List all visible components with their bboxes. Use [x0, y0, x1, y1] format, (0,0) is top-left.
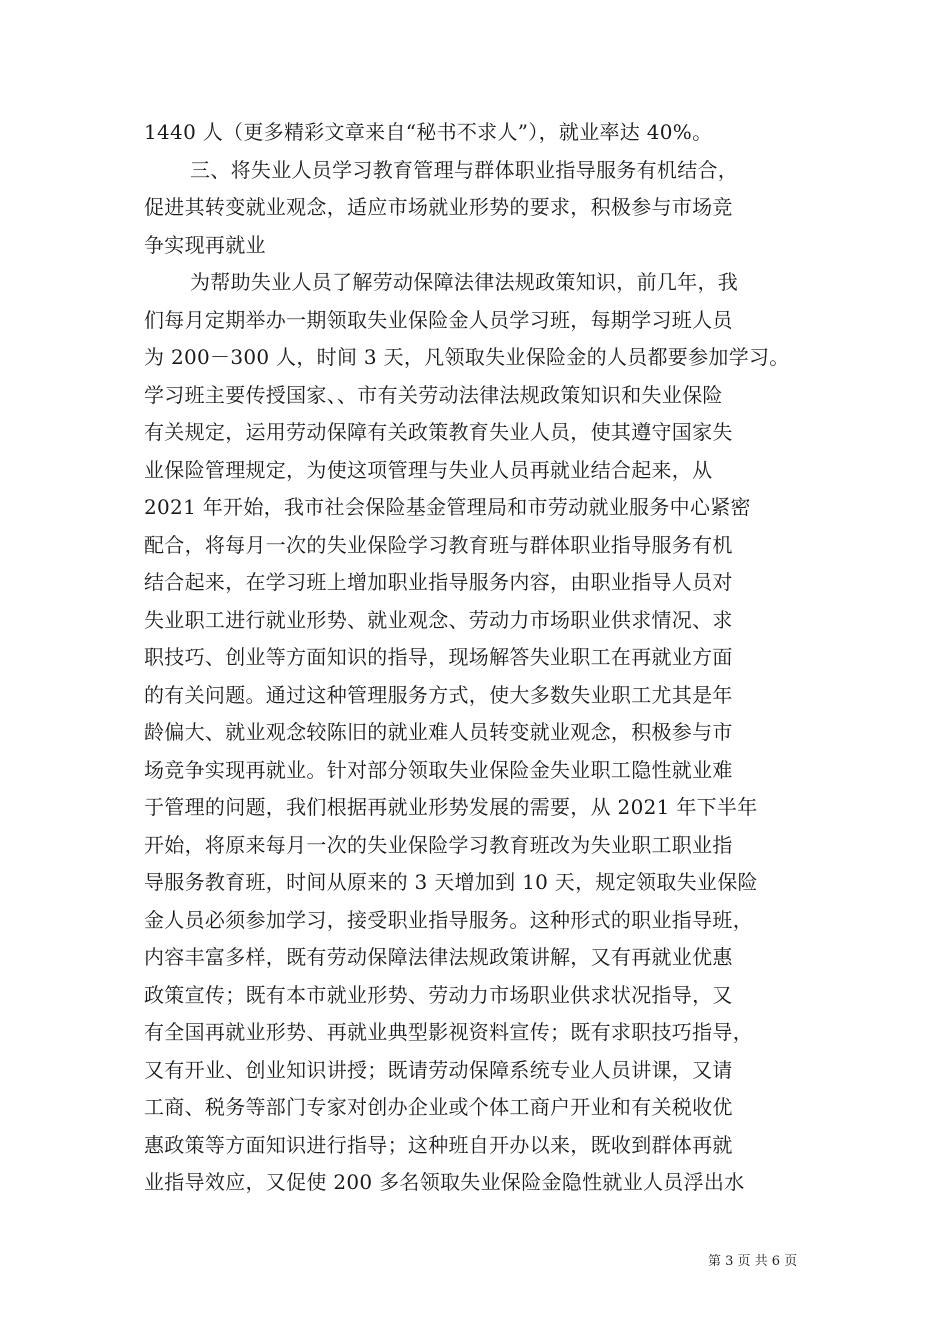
text-line: 业保险管理规定，为使这项管理与失业人员再就业结合起来，从	[144, 457, 713, 482]
text-line: 争实现再就业	[144, 232, 266, 257]
text-line: 龄偏大、就业观念较陈旧的就业难人员转变就业观念，积极参与市	[144, 720, 733, 744]
text-line: 失业职工进行就业形势、就业观念、劳动力市场职业供求情况、求	[144, 607, 733, 632]
text-line: 们每月定期举办一期领取失业保险金人员学习班，每期学习班人员	[144, 307, 733, 332]
text-line: 政策宣传；既有本市就业形势、劳动力市场职业供求状况指导，又	[144, 982, 733, 1007]
text-line: 三、将失业人员学习教育管理与群体职业指导服务有机结合，	[190, 157, 739, 182]
text-line: 为帮助失业人员了解劳动保障法律法规政策知识，前几年，我	[190, 270, 739, 294]
text-line: 场竞争实现再就业。针对部分领取失业保险金失业职工隐性就业难	[144, 757, 733, 782]
text-line: 结合起来，在学习班上增加职业指导服务内容，由职业指导人员对	[144, 570, 733, 594]
text-line: 惠政策等方面知识进行指导；这种班自开办以来，既收到群体再就	[144, 1132, 733, 1157]
text-line: 于管理的问题，我们根据再就业形势发展的需要，从 2021 年下半年	[144, 795, 758, 819]
text-line: 有关规定，运用劳动保障有关政策教育失业人员，使其遵守国家失	[144, 420, 733, 444]
text-line: 1440 人（更多精彩文章来自“秘书不求人”），就业率达 40%。	[144, 120, 713, 144]
document-body	[144, 114, 808, 1202]
text-line: 又有开业、创业知识讲授；既请劳动保障系统专业人员讲课，又请	[144, 1057, 733, 1082]
text-line: 职技巧、创业等方面知识的指导，现场解答失业职工在再就业方面	[144, 645, 733, 669]
text-line: 导服务教育班，时间从原来的 3 天增加到 10 天，规定领取失业保险	[144, 870, 758, 894]
text-line: 金人员必须参加学习，接受职业指导服务。这种形式的职业指导班，	[144, 907, 753, 932]
text-line: 工商、税务等部门专家对创办企业或个体工商户开业和有关税收优	[144, 1095, 733, 1119]
text-line: 2021 年开始，我市社会保险基金管理局和市劳动就业服务中心紧密	[144, 495, 751, 519]
text-line: 的有关问题。通过这种管理服务方式，使大多数失业职工尤其是年	[144, 682, 733, 707]
text-line: 学习班主要传授国家、、市有关劳动法律法规政策知识和失业保险	[144, 382, 723, 407]
page-indicator: 第 3 页 共 6 页	[708, 1254, 798, 1269]
text-line: 内容丰富多样，既有劳动保障法律法规政策讲解，又有再就业优惠	[144, 945, 733, 969]
text-line: 促进其转变就业观念，适应市场就业形势的要求，积极参与市场竞	[144, 195, 733, 219]
text-line: 配合，将每月一次的失业保险学习教育班与群体职业指导服务有机	[144, 532, 733, 557]
text-line: 为 200－300 人，时间 3 天，凡领取失业保险金的人员都要参加学习。	[144, 345, 790, 369]
text-line: 业指导效应，又促使 200 多名领取失业保险金隐性就业人员浮出水	[144, 1170, 745, 1194]
text-line: 有全国再就业形势、再就业典型影视资料宣传；既有求职技巧指导，	[144, 1020, 753, 1044]
text-line: 开始，将原来每月一次的失业保险学习教育班改为失业职工职业指	[144, 832, 733, 857]
